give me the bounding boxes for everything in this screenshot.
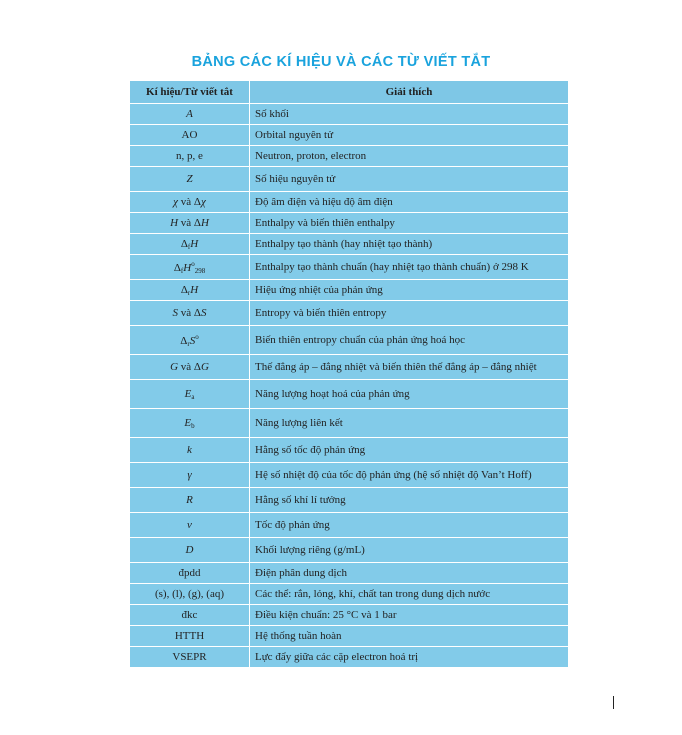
symbol-cell: Z <box>130 167 250 192</box>
table-row <box>130 605 569 626</box>
explanation-cell: Orbital nguyên tử <box>250 125 569 146</box>
symbol-cell: k <box>130 438 250 463</box>
symbol-cell: D <box>130 538 250 563</box>
table-row <box>130 438 569 463</box>
symbol-cell: H và ΔH <box>130 213 250 234</box>
table-row <box>130 563 569 584</box>
symbol-cell: $\Delta_rH$ <box>130 280 250 301</box>
header-explanation: Giải thích <box>250 81 569 104</box>
explanation-cell: Enthalpy tạo thành chuẩn (hay nhiệt tạo thành chuẩn) ở 298 K <box>250 255 569 280</box>
explanation-cell: Hằng số khí lí tưởng <box>250 488 569 513</box>
symbol-cell: $E_b$ <box>130 409 250 438</box>
explanation-cell: Điện phân dung dịch <box>250 563 569 584</box>
symbol-cell: $\Delta_fH^o_{298}$ <box>130 255 250 280</box>
table-row <box>130 146 569 167</box>
table-row <box>130 513 569 538</box>
symbol-cell: (s), (l), (g), (aq) <box>130 584 250 605</box>
table-row <box>130 125 569 146</box>
explanation-cell: Thế đẳng áp – đẳng nhiệt và biến thiên thế đẳng áp – đẳng nhiệt <box>250 355 569 380</box>
symbol-cell: S và ΔS <box>130 301 250 326</box>
symbol-cell: A <box>130 104 250 125</box>
symbol-cell: G và ΔG <box>130 355 250 380</box>
table-row <box>130 167 569 192</box>
explanation-cell: Hiệu ứng nhiệt của phản ứng <box>250 280 569 301</box>
symbol-cell: VSEPR <box>130 647 250 668</box>
explanation-cell: Hệ thống tuần hoàn <box>250 626 569 647</box>
symbol-cell: γ <box>130 463 250 488</box>
symbol-cell: đkc <box>130 605 250 626</box>
table-row <box>130 213 569 234</box>
symbols-table <box>129 80 569 668</box>
explanation-cell: Số khối <box>250 104 569 125</box>
explanation-cell: Hệ số nhiệt độ của tốc độ phản ứng (hệ số nhiệt độ Van’t Hoff) <box>250 463 569 488</box>
table-row <box>130 584 569 605</box>
explanation-cell: Năng lượng liên kết <box>250 409 569 438</box>
symbol-cell: đpdd <box>130 563 250 584</box>
explanation-cell: Khối lượng riêng (g/mL) <box>250 538 569 563</box>
symbol-cell: v <box>130 513 250 538</box>
table-row <box>130 380 569 409</box>
explanation-cell: Các thể: rắn, lỏng, khí, chất tan trong dung dịch nước <box>250 584 569 605</box>
explanation-cell: Điều kiện chuẩn: 25 °C và 1 bar <box>250 605 569 626</box>
symbol-cell: AO <box>130 125 250 146</box>
symbol-cell: $\Delta_fH$ <box>130 234 250 255</box>
symbol-cell: n, p, e <box>130 146 250 167</box>
table-row <box>130 409 569 438</box>
explanation-cell: Enthalpy tạo thành (hay nhiệt tạo thành) <box>250 234 569 255</box>
page-marker-line <box>613 696 614 709</box>
explanation-cell: Lực đẩy giữa các cặp electron hoá trị <box>250 647 569 668</box>
explanation-cell: Hằng số tốc độ phản ứng <box>250 438 569 463</box>
explanation-cell: Số hiệu nguyên tử <box>250 167 569 192</box>
table-row <box>130 104 569 125</box>
table-header-row <box>130 81 569 104</box>
table-row <box>130 647 569 668</box>
table-row <box>130 280 569 301</box>
symbol-cell: χ và Δχ <box>130 192 250 213</box>
explanation-cell: Biến thiên entropy chuẩn của phản ứng hoá học <box>250 326 569 355</box>
table-row <box>130 326 569 355</box>
table-row <box>130 255 569 280</box>
symbol-cell: $\Delta_rS^o$ <box>130 326 250 355</box>
table-row <box>130 355 569 380</box>
explanation-cell: Độ âm điện và hiệu độ âm điện <box>250 192 569 213</box>
page-title: BẢNG CÁC KÍ HIỆU VÀ CÁC TỪ VIẾT TẮT <box>191 54 491 70</box>
symbol-cell: R <box>130 488 250 513</box>
table-row <box>130 538 569 563</box>
explanation-cell: Năng lượng hoạt hoá của phản ứng <box>250 380 569 409</box>
explanation-cell: Enthalpy và biến thiên enthalpy <box>250 213 569 234</box>
explanation-cell: Entropy và biến thiên entropy <box>250 301 569 326</box>
table-row <box>130 234 569 255</box>
table-row <box>130 301 569 326</box>
header-symbol: Kí hiệu/Từ viết tắt <box>130 81 250 104</box>
table-row <box>130 626 569 647</box>
symbol-cell: HTTH <box>130 626 250 647</box>
explanation-cell: Neutron, proton, electron <box>250 146 569 167</box>
table-row <box>130 463 569 488</box>
explanation-cell: Tốc độ phản ứng <box>250 513 569 538</box>
table-row <box>130 488 569 513</box>
table-row <box>130 192 569 213</box>
symbol-cell: $E_a$ <box>130 380 250 409</box>
